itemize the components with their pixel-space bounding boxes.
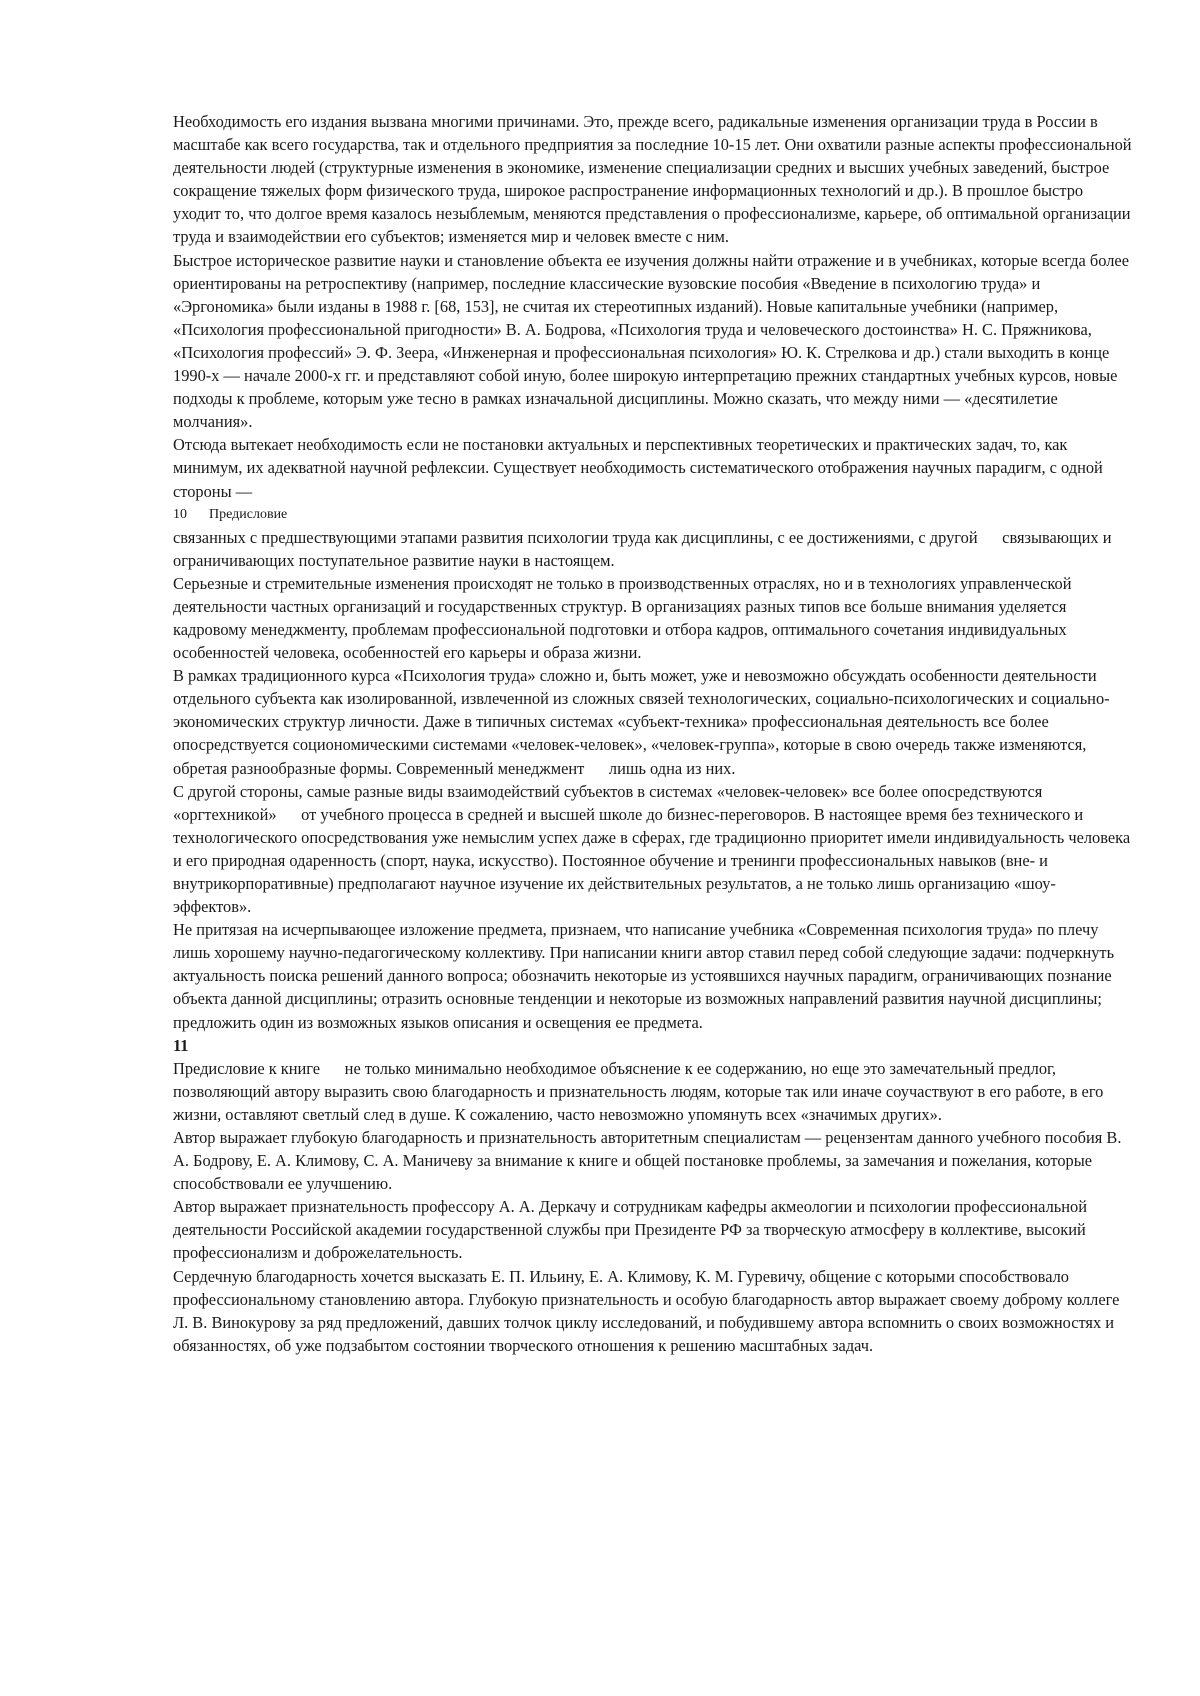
paragraph: Автор выражает глубокую благодарность и признательность авторитетным специалистам — рецензентам данного учебного пособия В. А. Бодрову, Е. А. Климову, С. А. Маничеву за внимание к книге и общей постановке проблемы, за замечания и пожелания, которые способствовали ее улучшению. [173, 1127, 1122, 1194]
paragraph: В рамках традиционного курса «Психология труда» сложно и, быть может, уже и невозможно обсуждать особенности деятельности отдельного субъекта как изолированной, извлеченной из сложных связей технологических, социально-психологических и социально-экономических структур личности. Даже в типичных системах «субъект-техника» профессиональная деятельность все более опосредствуется социономическими системами «человек-человек», «человек-группа», которые в свою очередь также изменяются, обретая разнообразные формы. Современный менеджмент лишь одна из них. [173, 666, 1110, 778]
running-head-title: Предисловие [209, 506, 288, 522]
paragraph: Автор выражает признательность профессору А. А. Деркачу и сотрудникам кафедры акмеологии и психологии профессиональной деятельности Российской академии государственной службы при Президенте РФ за творческую атмосферу в коллективе, высокий профессионализм и доброжелательность. [173, 1197, 1087, 1263]
paragraph: Не притязая на исчерпывающее изложение предмета, признаем, что написание учебника «Современная психология труда» по плечу лишь хорошему научно-педагогическому коллективу. При написании книги автор ставил перед собой следующие задачи: подчеркнуть актуальность поиска решений данного вопроса; обозначить некоторые из устоявшихся научных парадигм, ограничивающих познание объекта данной дисциплины; отразить основные тенденции и некоторые из возможных направлений развития научной дисциплины; предложить один из возможных языков описания и освещения ее предмета. [173, 920, 1115, 1032]
running-head-number: 10 [173, 506, 187, 522]
paragraph: Сердечную благодарность хочется высказать Е. П. Ильину, Е. А. Климову, К. М. Гуревичу, общение с которыми способствовало профессиональному становлению автора. Глубокую признательность и особую благодарность автор выражает своему доброму коллеге Л. В. Винокурову за ряд предложений, давших толчок циклу исследований, и побудившему автора вспомнить о своих возможностях и обязанностях, об уже подзабытом состоянии творческого отношения к решению масштабных задач. [173, 1266, 1120, 1355]
paragraph: Быстрое историческое развитие науки и становление объекта ее изучения должны найти отражение и в учебниках, которые всегда более ориентированы на ретроспективу (например, последние классические вузовские пособия «Введение в психологию труда» и «Эргономика» были изданы в 1988 г. [68, 153], не считая их стереотипных изданий). Новые капитальные учебники (например, «Психология профессиональной пригодности» В. А. Бодрова, «Психология труда и человеческого достоинства» Н. С. Пряжникова, «Психология профессий» Э. Ф. Зеера, «Инженерная и профессиональная психология» Ю. К. Стрелкова и др.) стали выходить в конце 1990-х — начале 2000-х гг. и представляют собой иную, более широкую интерпретацию прежних стандартных учебных курсов, новые подходы к проблеме, которым уже тесно в рамках изначальной дисциплины. Можно сказать, что между ними — «десятилетие молчания». [173, 250, 1129, 432]
paragraph: Необходимость его издания вызвана многими причинами. Это, прежде всего, радикальные изменения организации труда в России в масштабе как всего государства, так и отдельного предприятия за последние 10-15 лет. Они охватили разные аспекты профессиональной деятельности людей (структурные изменения в экономике, изменение специализации средних и высших учебных заведений, быстрое сокращение тяжелых форм физического труда, широкое распространение информационных технологий и др.). В прошлое быстро уходит то, что долгое время казалось незыблемым, меняются представления о профессионализме, карьере, об оптимальной организации труда и взаимодействии его субъектов; изменяется мир и человек вместе с ним. [173, 112, 1132, 247]
paragraph: Отсюда вытекает необходимость если не постановки актуальных и перспективных теоретических и практических задач, то, как минимум, их адекватной научной рефлексии. Существует необходимость систематического отображения научных парадигм, с одной стороны — [173, 435, 1103, 501]
document-page [173, 110, 1133, 1357]
paragraph: связанных с предшествующими этапами развития психологии труда как дисциплины, с ее достижениями, с другой связывающих и ограничивающих поступательное развитие науки в настоящем. [173, 527, 1116, 570]
paragraph: Серьезные и стремительные изменения происходят не только в производственных отраслях, но и в технологиях управленческой деятельности частных организаций и государственных структур. В организациях разных типов все больше внимания уделяется кадровому менеджменту, проблемам профессиональной подготовки и отбора кадров, оптимального сочетания индивидуальных особенностей человека, особенностей его карьеры и образа жизни. [173, 573, 1072, 663]
running-head [173, 503, 1133, 526]
paragraph: Предисловие к книге не только минимально необходимое объяснение к ее содержанию, но еще это замечательный предлог, позволяющий автору выразить свою благодарность и признательность людям, которые так или иначе соучаствуют в его работе, в его жизни, оставляют светлый след в душе. К сожалению, часто невозможно упомянуть всех «значимых других». [173, 1058, 1108, 1124]
paragraph: С другой стороны, самые разные виды взаимодействий субъектов в системах «человек-человек» все более опосредствуются «оргтехникой» от учебного процесса в средней и высшей школе до бизнес-переговоров. В настоящее время без технического и технологического опосредствования уже немыслим успех даже в сферах, где традиционно приоритет имели индивидуальность человека и его природная одаренность (спорт, наука, искусство). Постоянное обучение и тренинги профессиональных навыков (вне- и внутрикорпоративные) предполагают научное изучение их действительных результатов, а не только лишь организацию «шоу-эффектов». [173, 781, 1135, 917]
page-number: 11 [173, 1035, 189, 1055]
